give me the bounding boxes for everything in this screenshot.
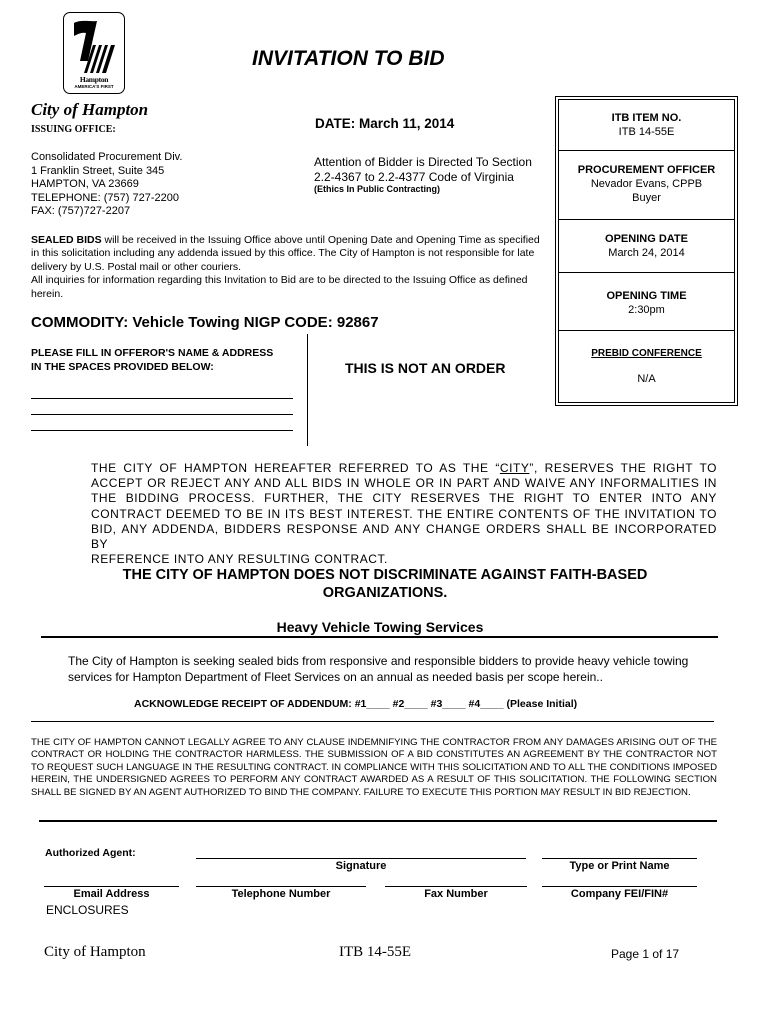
non-discrimination-line: ORGANIZATIONS. [322,585,448,601]
box-divider [558,150,735,151]
city-term: CITY [499,461,530,475]
prebid-conference-value: N/A [637,373,656,385]
sealed-bids-paragraph [31,234,541,301]
print-name-line[interactable] [542,858,697,859]
sealed-bids-lead: SEALED BIDS [31,234,102,246]
inquiries-text: All inquiries for information regarding this Invitation to Bid are to be directed to the Issuing Office as defined herein. [31,274,528,300]
enclosures-label: ENCLOSURES [46,903,129,917]
opening-time-value: 2:30pm [628,304,665,316]
offeror-address-line[interactable] [31,430,293,431]
box-divider [558,219,735,220]
logo-text-hampton: Hampton [79,75,109,84]
fax-line: FAX: (757)727-2207 [31,205,131,217]
hampton-logo-icon [71,19,117,75]
offeror-instructions-line: IN THE SPACES PROVIDED BELOW: [31,360,214,373]
addendum-acknowledgement[interactable]: ACKNOWLEDGE RECEIPT OF ADDENDUM: #1____ #2____ #3____ #4____ (Please Initial) [134,698,578,710]
issuing-office-label: ISSUING OFFICE: [31,124,116,135]
non-discrimination-line: THE CITY OF HAMPTON DOES NOT DISCRIMINATE AGAINST FAITH-BASED [122,567,648,583]
section-rule [31,721,714,722]
company-fein-line[interactable] [542,886,697,887]
itb-item-value: ITB 14-55E [618,126,675,138]
itb-item-label: ITB ITEM NO. [611,112,682,124]
footer-city: City of Hampton [44,944,146,960]
page-title: INVITATION TO BID [252,47,445,70]
box-divider [558,272,735,273]
legal-paragraph: THE CITY OF HAMPTON CANNOT LEGALLY AGREE TO ANY CLAUSE INDEMNIFYING THE CONTRACTOR FROM ANY DAMAGES ARISING OUT OF THE CONTRACT OR HOLDING THE CONTRACTOR HARMLESS. THE SUBMISSION OF A BID CONSTITUTES AN AGREEMENT BY THE CONTRACTOR NOT TO REQUEST SUCH LANGUAGE IN THE RESULTING CONTRACT. IN COMPLIANCE WITH THIS SOLICITATION AND TO ALL THE CONDITIONS IMPOSED HEREIN, THE UNDERSIGNED AGREES TO PERFORM ANY CONTRACT AWARDED AS A RESULT OF THIS SOLICITATION. THE FOLLOWING SECTION SHALL BE SIGNED BY AN AGENT AUTHORIZED TO BIND THE COMPANY. FAILURE TO EXECUTE THIS PORTION MAY RESULT IN BID REJECTION. [31,737,717,798]
issue-date: DATE: March 11, 2014 [315,116,455,131]
procurement-officer-label: PROCUREMENT OFFICER [577,164,716,176]
ethics-note: (Ethics In Public Contracting) [314,184,441,194]
attention-notice [314,155,532,185]
vertical-divider [307,334,308,446]
email-line[interactable] [44,886,179,887]
reservation-last-line: REFERENCE INTO ANY RESULTING CONTRACT. [91,552,388,567]
offeror-address-line[interactable] [31,414,293,415]
section-rule [41,636,718,638]
opening-date-value: March 24, 2014 [608,247,685,259]
not-an-order-notice: THIS IS NOT AN ORDER [345,360,506,376]
footer-itb-number: ITB 14-55E [339,944,412,960]
telephone-label: Telephone Number [231,888,331,900]
commodity-heading: COMMODITY: Vehicle Towing NIGP CODE: 92867 [31,314,379,331]
signature-line[interactable] [196,858,526,859]
address-line: Consolidated Procurement Div. [31,151,183,163]
fax-label: Fax Number [424,888,488,900]
box-divider [558,330,735,331]
company-fein-label: Company FEI/FIN# [570,888,669,900]
offeror-instructions-line: PLEASE FILL IN OFFEROR'S NAME & ADDRESS [31,347,274,359]
logo-text-tagline: AMERICA'S FIRST [74,84,114,89]
procurement-officer-name: Nevador Evans, CPPB [590,178,703,190]
section-rule [39,820,717,822]
offeror-instructions [31,347,273,374]
opening-time-label: OPENING TIME [606,290,687,302]
fax-line[interactable] [385,886,527,887]
scope-paragraph: The City of Hampton is seeking sealed bids from responsive and responsible bidders to provide heavy vehicle towing services for Hampton Department of Fleet Services on an annual as needed basis per scope herein.. [68,654,689,684]
footer-page-number: Page 1 of 17 [611,947,680,961]
telephone-line: TELEPHONE: (757) 727-2200 [31,191,179,204]
authorized-agent-label: Authorized Agent: [45,847,136,859]
signature-label: Signature [335,860,387,872]
address-line: HAMPTON, VA 23669 [31,178,139,190]
print-name-label: Type or Print Name [569,860,670,872]
attention-line: 2.2-4367 to 2.2-4377 Code of Virginia [314,170,514,184]
attention-line: Attention of Bidder is Directed To Section [314,155,532,169]
address-line: 1 Franklin Street, Suite 345 [31,164,165,177]
reservation-paragraph [91,461,717,567]
telephone-line[interactable] [196,886,366,887]
offeror-name-line[interactable] [31,398,293,399]
opening-date-label: OPENING DATE [605,233,688,245]
city-logo [63,12,125,94]
non-discrimination-statement [90,566,680,602]
reservation-text: ”, RESERVES THE RIGHT TO ACCEPT OR REJECT ANY AND ALL BIDS IN WHOLE OR IN PART AND WAIVE ANY INFORMALITIES IN THE BIDDING PROCESS. FURTHER, THE CITY RESERVES THE RIGHT TO ENTER INTO ANY CONTRACT DEEMED TO BE IN ITS BEST INTEREST. THE ENTIRE CONTENTS OF THE INVITATION TO BID, ANY ADDENDA, BIDDERS RESPONSE AND ANY CHANGE ORDERS SHALL BE INCORPORATED BY [91,461,718,552]
prebid-conference-label: PREBID CONFERENCE [591,348,702,359]
sealed-bids-text: will be received in the Issuing Office above until Opening Date and Opening Time as specified in this solicitation including any addenda issued by this office. The City of Hampton is not responsible for late delivery by U.S. Postal mail or other couriers. [31,234,540,273]
email-label: Email Address [73,888,150,900]
city-name: City of Hampton [31,100,149,119]
procurement-officer-title: Buyer [632,191,661,204]
reservation-text: THE CITY OF HAMPTON HEREAFTER REFERRED TO AS THE “ [91,461,500,475]
section-title: Heavy Vehicle Towing Services [276,619,484,635]
